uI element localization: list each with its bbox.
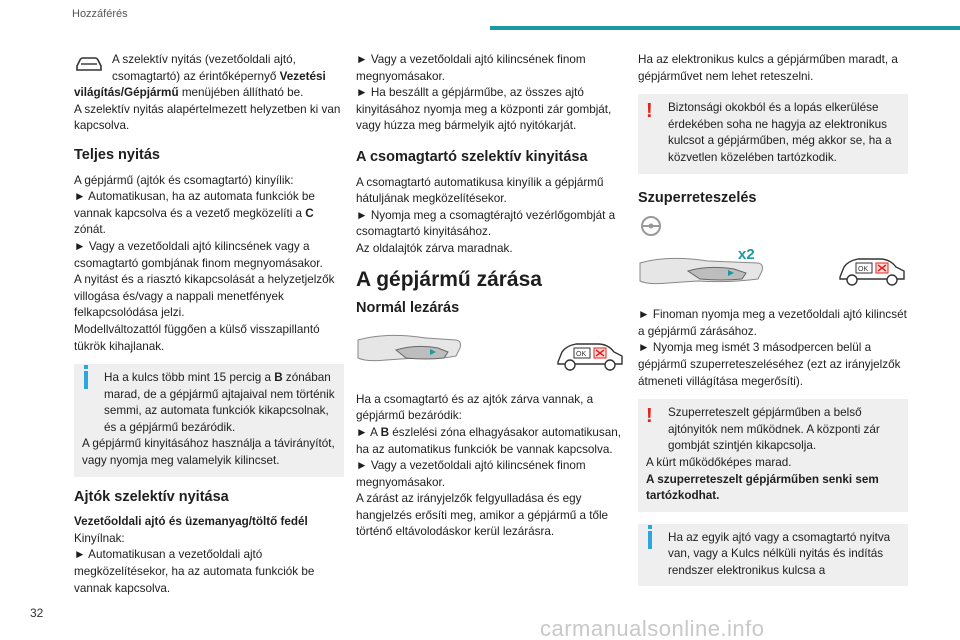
info-note-2: Ha az egyik ajtó vagy a csomagtartó nyitva van, vagy a Kulcs nélküli nyitás és indítás rendszer elektronikus kulcsa a xyxy=(638,524,908,587)
door-handle-illustration xyxy=(356,328,466,380)
csom-text-2: ► Nyomja meg a csomagtérajtó vezérlőgombját a csomagtartó kinyitásához. xyxy=(356,208,616,239)
heading-gepjarmu-zarasa: A gépjármű zárása xyxy=(356,267,542,291)
col3-text-1: Ha az elektronikus kulcs a gépjárműben maradt, a gépjárművet nem lehet reteszelni. xyxy=(638,53,898,83)
szuper-text-1: ► Finoman nyomja meg a vezetőoldali ajtó kilincsét a gépjármű zárásához. xyxy=(638,308,907,338)
normal-text-3: ► Vagy a vezetőoldali ajtó kilincsének finom megnyomásakor. xyxy=(356,459,586,489)
column-2 xyxy=(356,52,626,541)
heading-normal-lezaras: Normál lezárás xyxy=(356,300,460,317)
warning-icon-2: ! xyxy=(646,405,653,428)
intro-default-text: A szelektív nyitás alapértelmezett helyzetben ki van kapcsolva. xyxy=(74,102,341,133)
car-superlocked-icon xyxy=(836,247,908,291)
teljes-text-4: A nyitást és a riasztó kikapcsolását a helyzetjelzők villogása és/vagy a nappali menetfények felkapcsolódása jelzi. xyxy=(74,273,335,320)
ajtok-text-2: ► Automatikusan a vezetőoldali ajtó megközelítésekor, ha az automata funkciók be vannak kapcsolva. xyxy=(74,548,315,595)
info-icon xyxy=(84,365,88,369)
warning-icon: ! xyxy=(646,100,653,123)
x2-label: x2 xyxy=(738,246,755,264)
column-1 xyxy=(74,52,344,597)
normal-text-2: ► A B észlelési zóna elhagyásakor automatikusan, ha az automatikus funkciók be vannak kapcsolva. xyxy=(356,425,621,456)
car-locked-icon xyxy=(554,332,626,376)
ajtok-subheading: Vezetőoldali ajtó és üzemanyag/töltő fedél xyxy=(74,515,308,529)
warning-note-2-text-3: A szuperreteszelt gépjárműben senki sem tartózkodhat. xyxy=(646,472,879,503)
car-seat-icon xyxy=(74,52,104,74)
ok-label-2: OK xyxy=(858,266,869,274)
info-note-1-text-2: A gépjármű kinyitásához használja a távirányítót, vagy nyomja meg valamelyik kilincset. xyxy=(82,437,335,468)
col2-text-2: ► Ha beszállt a gépjárműbe, az összes ajtó kinyitásához nyomja meg a központi zár gombját, vagy húzza meg bármelyik ajtó nyitókarját. xyxy=(356,86,612,133)
column-3 xyxy=(638,52,908,598)
heading-szuperreteszeles: Szuperreteszelés xyxy=(638,189,757,206)
szuper-text-2: ► Nyomja meg ismét 3 másodpercen belül a gépjármű szuperreteszeléséhez (ezt az irányjelzők átmeneti villágítása megerősíti). xyxy=(638,341,901,388)
intro-paragraph: A szelektív nyitás (vezetőoldali ajtó, csomagtartó) az érintőképernyő Vezetési világítás/Gépjármű menüjében állítható be. xyxy=(74,53,326,100)
teljes-text-2: ► Automatikusan, ha az automata funkciók be vannak kapcsolva és a vezető megközelíti a C zónát. xyxy=(74,190,315,237)
csom-text-3: Az oldalajtók zárva maradnak. xyxy=(356,241,513,255)
superlock-illustration xyxy=(638,241,908,297)
teljes-text-3: ► Vagy a vezetőoldali ajtó kilincsének vagy a csomagtartó gombjának finom megnyomásakor. xyxy=(74,239,323,270)
header-accent-bar xyxy=(490,26,960,30)
warning-note-1: ! Biztonsági okokból és a lopás elkerülése érdekében soha ne hagyja az elektronikus kulcsot a gépjárműben, még akkor se, ha a közvetlen közelében tartózkodik. xyxy=(638,94,908,173)
teljes-text-1: A gépjármű (ajtók és csomagtartó) kinyílik: xyxy=(74,173,294,187)
normal-lock-illustration xyxy=(356,326,626,382)
teljes-text-5: Modellváltozattól függően a külső visszapillantó tükrök kihajlanak. xyxy=(74,322,320,353)
ajtok-text-1: Kinyílnak: xyxy=(74,531,125,545)
steering-wheel-icon xyxy=(638,215,908,237)
ok-label: OK xyxy=(576,350,587,358)
info-icon-2 xyxy=(648,525,652,529)
watermark: carmanualsonline.info xyxy=(540,616,765,640)
csom-text-1: A csomagtartó automatikusa kinyílik a gépjármű hátuljának megközelítésekor. xyxy=(356,175,604,206)
warning-note-2-text-2: A kürt működőképes marad. xyxy=(646,455,792,469)
heading-csomagtarto: A csomagtartó szelektív kinyitása xyxy=(356,148,588,165)
header-section-label: Hozzáférés xyxy=(72,8,128,20)
col2-text-1: ► Vagy a vezetőoldali ajtó kilincsének finom megnyomásakor. xyxy=(356,53,586,83)
normal-text-1: Ha a csomagtartó és az ajtók zárva vannak, a gépjármű bezáródik: xyxy=(356,392,594,423)
page-number: 32 xyxy=(30,606,44,620)
heading-teljes-nyitas: Teljes nyitás xyxy=(74,146,160,163)
heading-ajtok-szelektiv: Ajtók szelektív nyitása xyxy=(74,488,229,505)
warning-note-2: ! Szuperreteszelt gépjárműben a belső ajtónyitók nem működnek. A központi zár gombját szintjén kikapcsolja. A kürt működőképes marad. A szuperreteszelt gépjárműben senki sem tartózkodhat. xyxy=(638,399,908,512)
door-handle-x2-illustration xyxy=(638,243,768,295)
info-note-1: Ha a kulcs több mint 15 percig a B zónában marad, de a gépjármű ajtajaival nem történik semmi, az automata funkciók kikapcsolnak, és a gépjármű bezáródik. A gépjármű kinyitásához használja a távirányítót, vagy nyomja meg valamelyik kilincset. xyxy=(74,364,344,477)
normal-text-4: A zárást az irányjelzők felgyulladása és egy hangjelzés erősíti meg, amikor a gépjármű a tőle történő eltávolodáskor kerül lezárásra. xyxy=(356,492,609,539)
